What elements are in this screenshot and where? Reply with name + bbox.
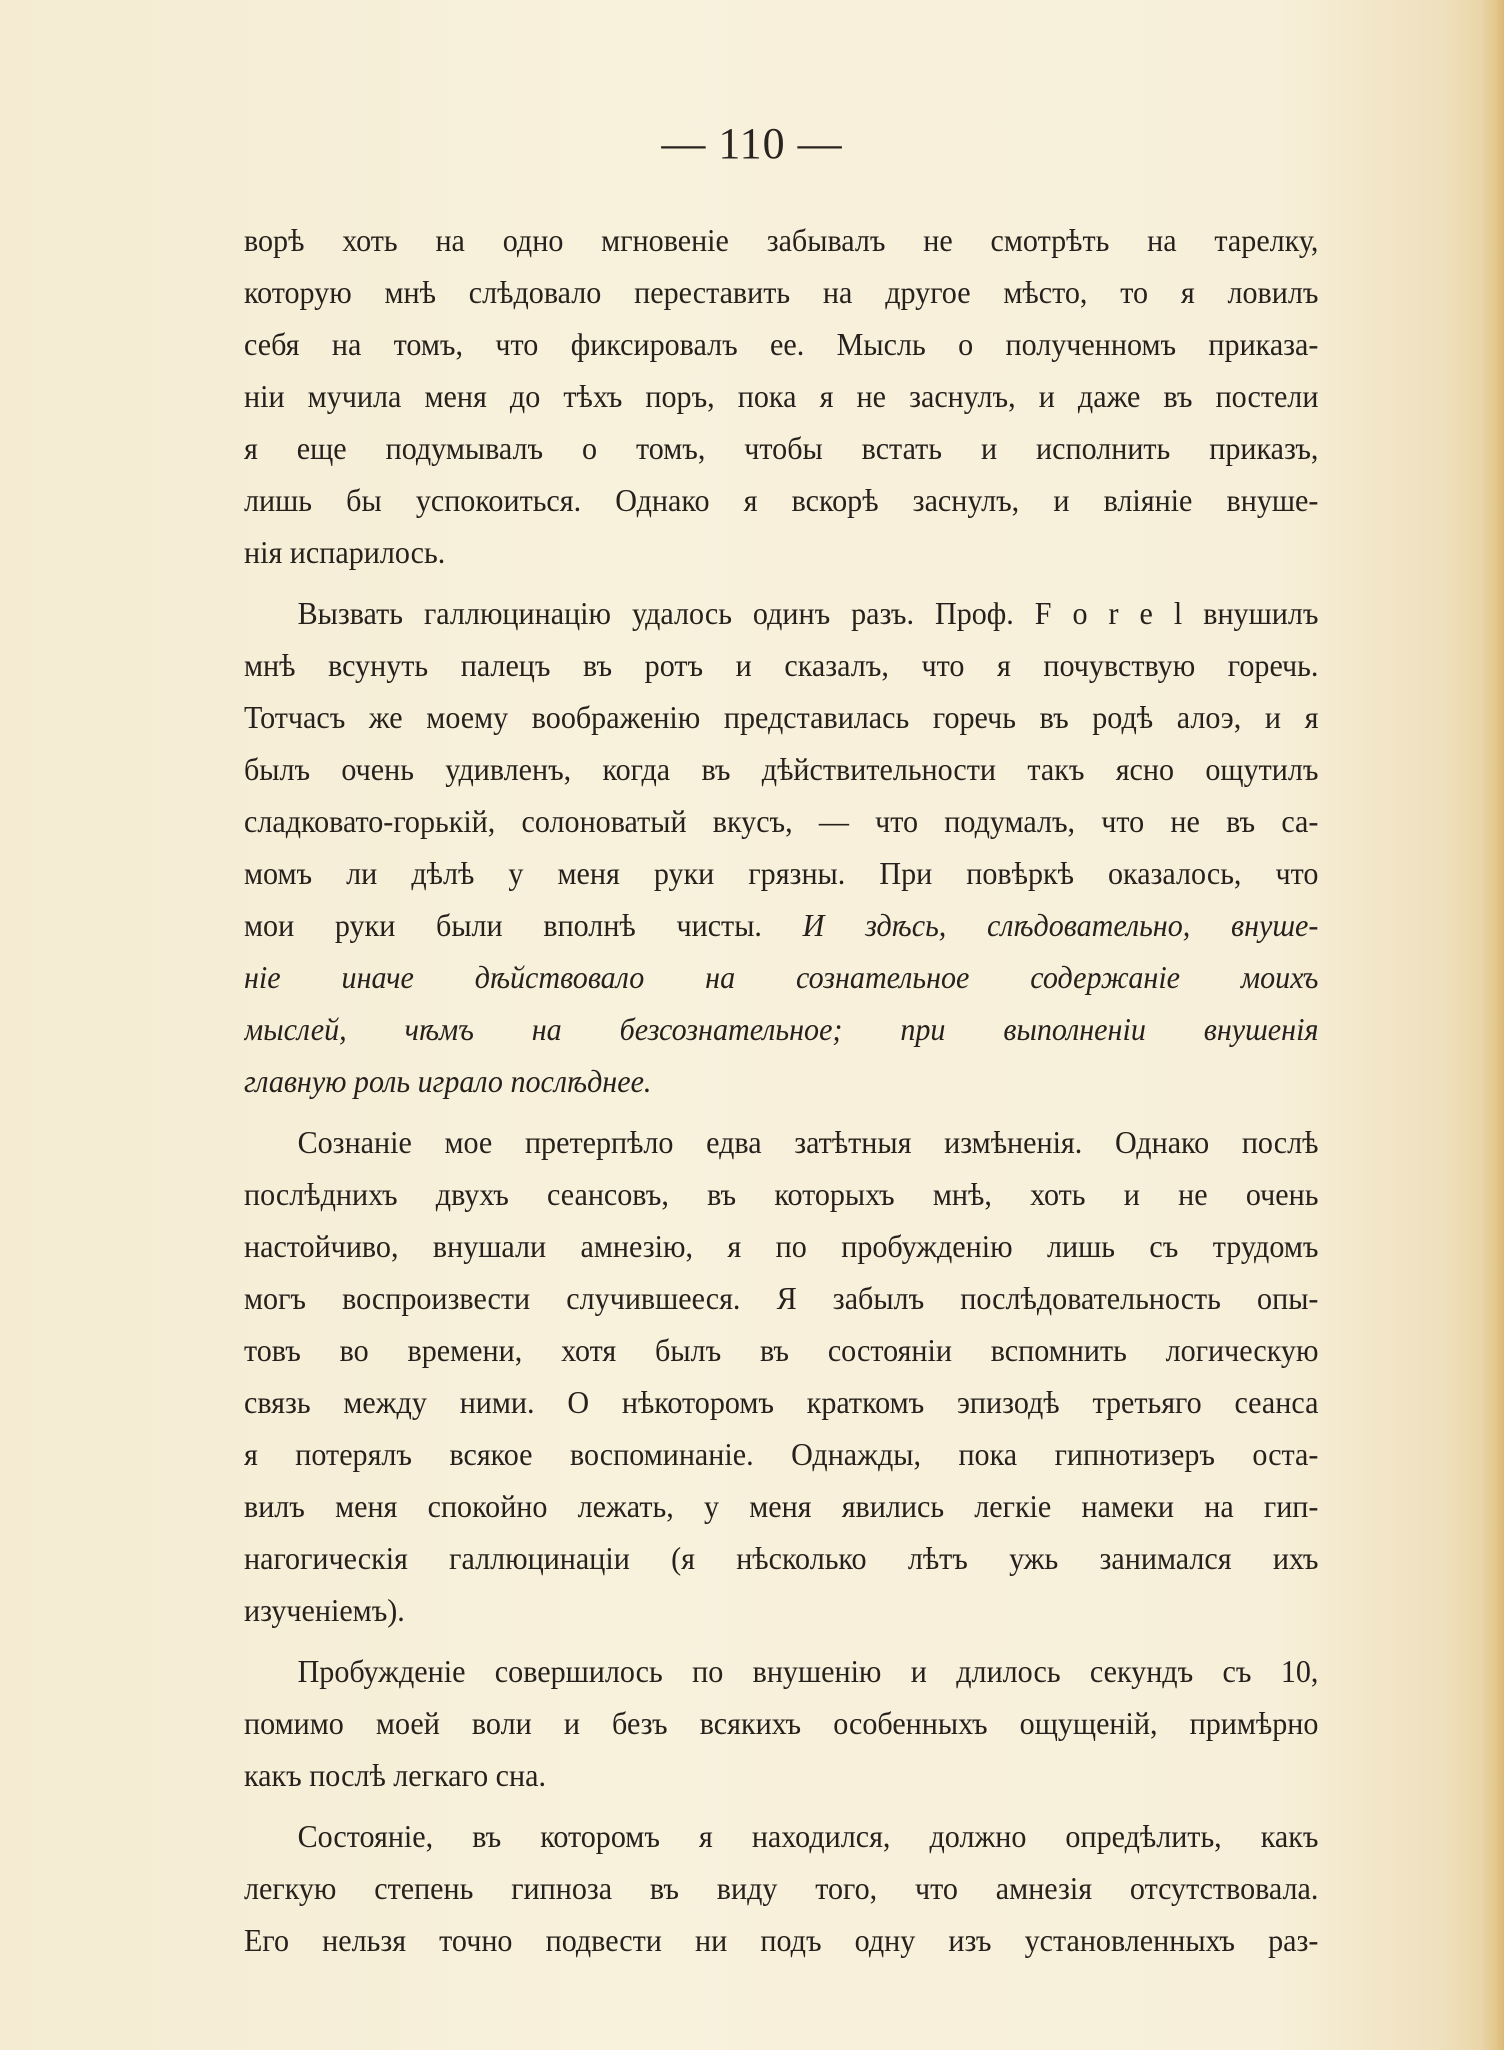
paragraph-gap: [244, 1801, 1318, 1810]
text-line: момъ ли дѣлѣ у меня руки грязны. При повѣркѣ оказалось, что: [244, 855, 1319, 891]
text-line: я еще подумывалъ о томъ, чтобы встать и исполнить приказъ,: [244, 430, 1319, 466]
text-line: связь между ними. О нѣкоторомъ краткомъ эпизодѣ третьяго сеанса: [244, 1384, 1319, 1420]
page-number: — 110 —: [661, 119, 843, 168]
text-line-italic: мыслей, чѣмъ на безсознательное; при выполненіи внушенія: [244, 1011, 1319, 1047]
text-line: изученіемъ).: [244, 1592, 405, 1628]
text-line-mixed: [244, 899, 1318, 951]
text-line: легкую степень гипноза въ виду того, что амнезія отсутствовала.: [244, 1870, 1319, 1906]
text-line-italic: ніе иначе дѣйствовало на сознательное содержаніе моихъ: [244, 959, 1319, 995]
text-line: ніи мучила меня до тѣхъ поръ, пока я не заснулъ, и даже въ постели: [244, 378, 1319, 414]
paragraph-gap: [244, 1636, 1318, 1645]
text-line: послѣднихъ двухъ сеансовъ, въ которыхъ мнѣ, хоть и не очень: [244, 1176, 1319, 1212]
paragraph-gap: [244, 578, 1318, 587]
text-line: себя на томъ, что фиксировалъ ее. Мысль о полученномъ приказа-: [244, 326, 1319, 362]
text-line: Пробужденіе совершилось по внушенію и длилось секундъ съ 10,: [297, 1653, 1319, 1689]
text-line: товъ во времени, хотя былъ въ состояніи вспомнить логическую: [244, 1332, 1319, 1368]
text-line-italic: главную роль играло послѣднее.: [244, 1063, 652, 1099]
text-line: которую мнѣ слѣдовало переставить на другое мѣсто, то я ловилъ: [244, 274, 1319, 310]
text-line: вилъ меня спокойно лежать, у меня явились легкіе намеки на гип-: [244, 1488, 1319, 1524]
text-line: Тотчасъ же моему воображенію представилась горечь въ родѣ алоэ, и я: [244, 699, 1319, 735]
text-line: могъ воспроизвести случившееся. Я забылъ послѣдовательность опы-: [244, 1280, 1319, 1316]
page-edge: [1482, 0, 1504, 2050]
text-line-roman: мои руки были вполнѣ чисты.: [244, 907, 762, 943]
text-line: нія испарилось.: [244, 534, 446, 570]
text-line: Сознаніе мое претерпѣло едва затѣтныя измѣненія. Однако послѣ: [297, 1124, 1319, 1160]
text-line: сладковато-горькій, солоноватый вкусъ, — что подумалъ, что не въ са-: [244, 803, 1319, 839]
text-line: какъ послѣ легкаго сна.: [244, 1757, 546, 1793]
text-line: помимо моей воли и безъ всякихъ особенныхъ ощущеній, примѣрно: [244, 1705, 1319, 1741]
text-line: былъ очень удивленъ, когда въ дѣйствительности такъ ясно ощутилъ: [244, 751, 1319, 787]
text-line: лишь бы успокоиться. Однако я вскорѣ заснулъ, и вліяніе внуше-: [244, 482, 1319, 518]
text-line: я потерялъ всякое воспоминаніе. Однажды, пока гипнотизеръ оста-: [244, 1436, 1319, 1472]
text-line: ворѣ хоть на одно мгновеніе забывалъ не смотрѣть на тарелку,: [244, 222, 1319, 258]
text-line: нагогическія галлюцинаціи (я нѣсколько лѣтъ ужь занимался ихъ: [244, 1540, 1319, 1576]
paragraph-gap: [244, 1107, 1318, 1116]
text-line: Вызвать галлюцинацію удалось одинъ разъ. Проф. F o r e l внушилъ: [297, 595, 1319, 631]
text-line: Его нельзя точно подвести ни подъ одну изъ установленныхъ раз-: [244, 1922, 1319, 1958]
text-line: настойчиво, внушали амнезію, я по пробужденію лишь съ трудомъ: [244, 1228, 1319, 1264]
text-line: мнѣ всунуть палецъ въ ротъ и сказалъ, что я почувствую горечь.: [244, 647, 1319, 683]
body-text: [244, 214, 1318, 1966]
text-line: Состояніе, въ которомъ я находился, должно опредѣлить, какъ: [297, 1818, 1319, 1854]
text-line-italic: И здѣсь, слѣдовательно, внуше-: [802, 907, 1319, 943]
